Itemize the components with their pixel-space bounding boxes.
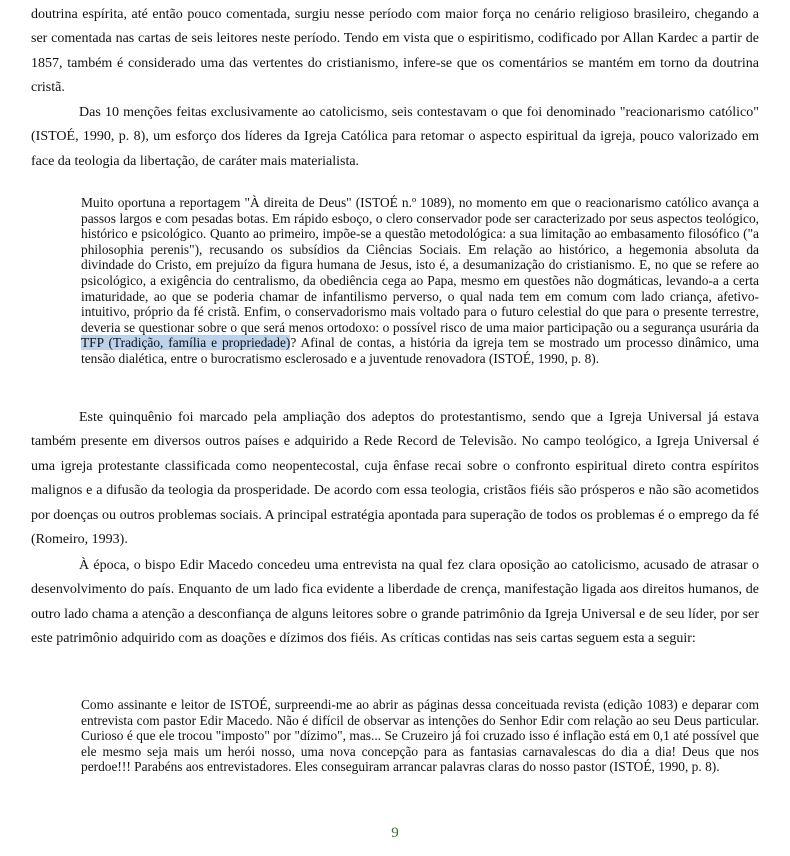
quote-text-end: ? Afinal de contas, a história da igreja tem se mostrado um processo dinâmico, uma tensão dialética, entre o burocratismo esclerosado e a juventude renovadora (ISTOÉ, 1990, p. 8). [81,335,759,366]
paragraph-catholicism: Das 10 menções feitas exclusivamente ao catolicismo, seis contestavam o que foi denominado "reacionarismo católico" (ISTOÉ, 1990, p. 8), um esforço dos líderes da Igreja Católica para retomar o aspecto espiritual da igreja, pouco valorizado em face da teologia da libertação, de caráter mais materialista. [31,105,759,169]
quote-text-start: Muito oportuna a reportagem "À direita de Deus" (ISTOÉ n.º 1089), no momento em que o reacionarismo católico avança a passos largos e com pesadas botas. Em rápido esboço, o clero conservador pode ser caracterizado por seus aspectos teológico, histórico e psicológico. Quanto ao primeiro, impõe-se a questão metodológica: a sua limitação ao embasamento filosófico ("a philosophia perenis"), recusando os subsídios da Ciências Sociais. Em relação ao histórico, a hegemonia absoluta da divindade do Cristo, em prejuízo da figura humana de Jesus, isto é, a desumanização do cristianismo. E, no que se refere ao psicológico, a exigência do centralismo, da obediência cega ao Papa, mesmo em questões não dogmáticas, levando-a a certa imaturidade, ao que se poderia chamar de infantilismo perverso, o qual nada tem em comum com lado criança, afetivo-intuitivo, próprio da fé cristã. Enfim, o conservadorismo mais voltado para o futuro celestial do que para o presente terrestre, deveria se questionar sobre o que será menos ortodoxo: o possível risco de uma maior participação ou a segurança usurária da [81,195,759,335]
block-quote-reader-letter: Como assinante e leitor de ISTOÉ, surpreendi-me ao abrir as páginas dessa conceituada revista (edição 1083) e deparar com entrevista com pastor Edir Macedo. Não é difícil de observar as intenções do Senhor Edir com relação ao seu Deus particular. Curioso é que ele trocou "imposto" por "dízimo", mas... Se Cruzeiro já foi cruzado isso é inflação está em 0,1 até possível que ele mesmo seja mais um herói nosso, uma nova concepção para as fantasias carnavalescas do dia a dia! Deus que nos perdoe!!! Parabéns aos entrevistadores. Eles conseguiram arrancar palavras claras do nosso pastor (ISTOÉ, 1990, p. 8). [81,697,759,775]
paragraph-protestantism: Este quinquênio foi marcado pela ampliação dos adeptos do protestantismo, sendo que a Igreja Universal já estava também presente em diversos outros países e adquirido a Rede Record de Televisão. No campo teológico, a Igreja Universal é uma igreja protestante classificada como neopentecostal, cuja ênfase recai sobre o confronto espiritual direto contra espíritos malignos e a difusão da teologia da prosperidade. De acordo com essa teologia, cristãos fiéis são prósperos e não são acometidos por doenças ou outros problemas sociais. A principal estratégia apontada para superação de todos os problemas é o emprego da fé (Romeiro, 1993). [31,410,759,548]
paragraph-spiritism: doutrina espírita, até então pouco comentada, surgiu nesse período com maior força no cenário religioso brasileiro, chegando a ser comentada nas cartas de seis leitores neste período. Tendo em vista que o espiritismo, codificado por Allan Kardec a partir de 1857, também é considerado uma das vertentes do cristianismo, infere-se que os comentários se mantém em torno da doutrina cristã. [31,7,759,96]
highlighted-text-tfp: TFP (Tradição, família e propriedade) [81,335,291,351]
paragraph-edir-macedo: À época, o bispo Edir Macedo concedeu uma entrevista na qual fez clara oposição ao catolicismo, acusado de atrasar o desenvolvimento do país. Enquanto de um lado fica evidente a liberdade de crença, manifestação ligada aos direitos humanos, de outro lado chama a atenção a desconfiança de alguns leitores sobre o grande patrimônio da Igreja Universal e de seu líder, por ser este patrimônio adquirido com as doações e dízimos dos fiéis. As críticas contidas nas seis cartas seguem esta a seguir: [31,558,759,647]
page-number: 9 [391,825,399,841]
block-quote-reactionism [81,195,759,367]
